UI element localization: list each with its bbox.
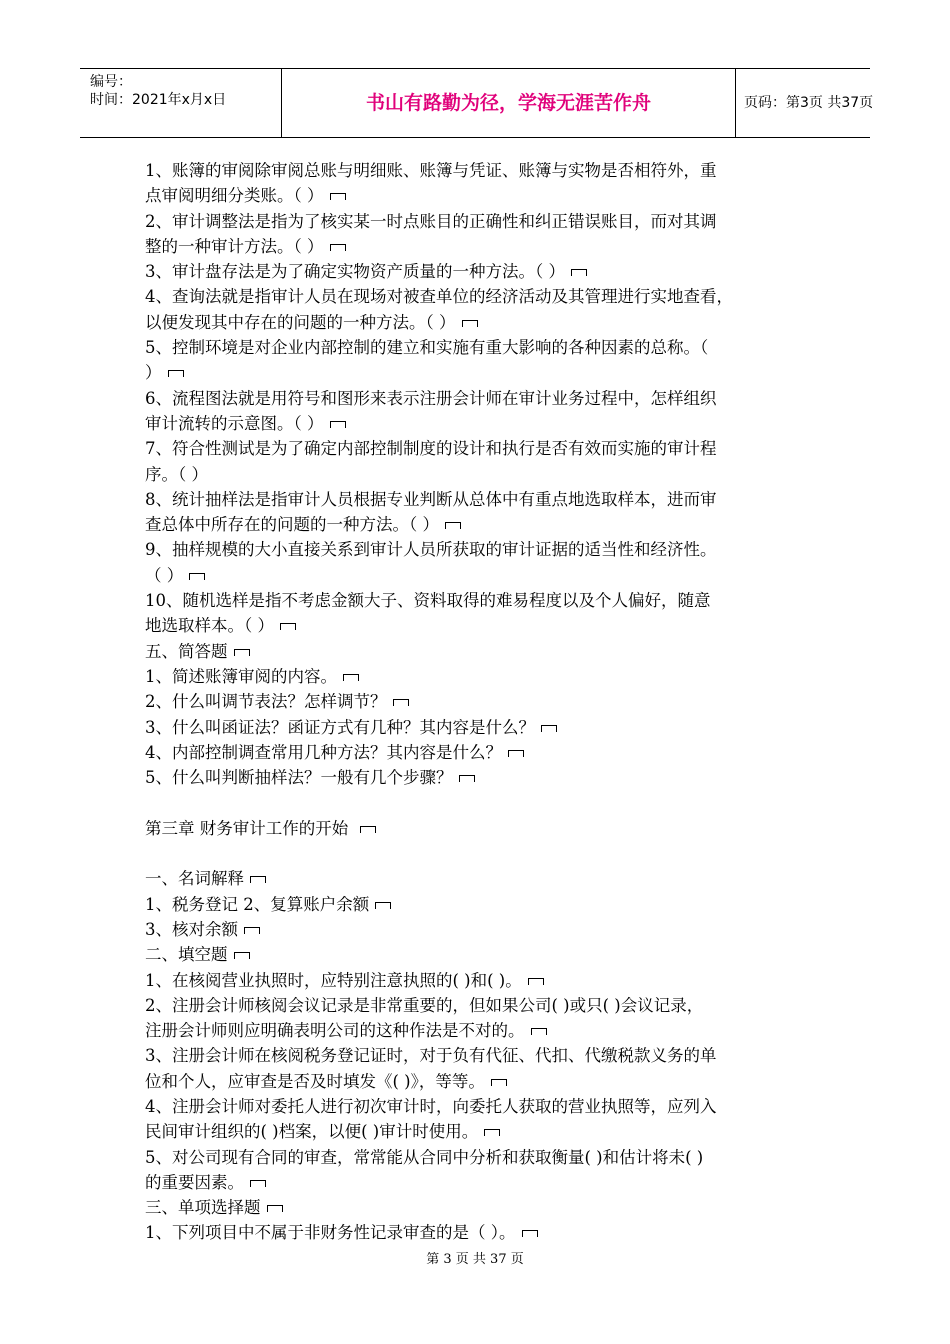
text-line bbox=[145, 1094, 810, 1119]
text-line bbox=[145, 740, 810, 765]
text-line bbox=[145, 1043, 810, 1068]
line-text: 3、注册会计师在核阅税务登记证时，对于负有代征、代扣、代缴税款义务的单 bbox=[145, 1046, 717, 1066]
paragraph-mark-icon bbox=[528, 978, 544, 985]
line-text: 三、单项选择题 bbox=[145, 1198, 261, 1218]
line-text: 一、名词解释 bbox=[145, 869, 244, 889]
line-text: 五、简答题 bbox=[145, 641, 228, 661]
text-line bbox=[145, 183, 810, 208]
paragraph-mark-icon bbox=[360, 826, 376, 833]
paragraph-mark-icon bbox=[459, 775, 475, 782]
text-line bbox=[145, 158, 810, 183]
line-text: 10、随机选样是指不考虑金额大子、资料取得的难易程度以及个人偏好，随意 bbox=[145, 591, 711, 611]
paragraph-mark-icon bbox=[280, 623, 296, 630]
paragraph-mark-icon bbox=[491, 1079, 507, 1086]
line-text: 整的一种审计方法。（ ） bbox=[145, 236, 324, 256]
text-line bbox=[145, 487, 810, 512]
document-body bbox=[145, 158, 810, 1246]
text-line bbox=[145, 765, 810, 790]
line-text: 2、审计调整法是指为了核实某一时点账目的正确性和纠正错误账目，而对其调 bbox=[145, 211, 717, 231]
paragraph-mark-icon bbox=[189, 573, 205, 580]
text-line bbox=[145, 360, 810, 385]
line-text: 9、抽样规模的大小直接关系到审计人员所获取的审计证据的适当性和经济性。 bbox=[145, 540, 717, 560]
line-text: 1、在核阅营业执照时，应特别注意执照的( )和( )。 bbox=[145, 970, 522, 990]
text-line bbox=[145, 436, 810, 461]
line-text: 的重要因素。 bbox=[145, 1172, 244, 1192]
line-text: 以便发现其中存在的问题的一种方法。（ ） bbox=[145, 312, 456, 332]
line-text: 8、统计抽样法是指审计人员根据专业判断从总体中有重点地选取样本，进而审 bbox=[145, 489, 717, 509]
paragraph-mark-icon bbox=[462, 320, 478, 327]
text-line bbox=[145, 411, 810, 436]
text-line bbox=[145, 841, 810, 866]
line-text: 1、简述账簿审阅的内容。 bbox=[145, 666, 337, 686]
line-text: 7、符合性测试是为了确定内部控制制度的设计和执行是否有效而实施的审计程 bbox=[145, 439, 717, 459]
text-line bbox=[145, 1018, 810, 1043]
paragraph-mark-icon bbox=[445, 522, 461, 529]
page-header bbox=[80, 68, 874, 138]
text-line bbox=[145, 563, 810, 588]
text-line bbox=[145, 1195, 810, 1220]
line-text: 2、什么叫调节表法？怎样调节？ bbox=[145, 692, 387, 712]
line-text: 1、账簿的审阅除审阅总账与明细账、账簿与凭证、账簿与实物是否相符外，重 bbox=[145, 161, 717, 180]
line-text: 注册会计师则应明确表明公司的这种作法是不对的。 bbox=[145, 1021, 525, 1041]
text-line bbox=[145, 917, 810, 942]
paragraph-mark-icon bbox=[343, 674, 359, 681]
document-number: 编号： bbox=[90, 74, 132, 90]
text-line bbox=[145, 259, 810, 284]
header-motto: 书山有路勤为径，学海无涯苦作舟 bbox=[365, 92, 651, 114]
line-text: 查总体中所存在的问题的一种方法。（ ） bbox=[145, 515, 439, 535]
line-text: 地选取样本。（ ） bbox=[145, 616, 274, 636]
paragraph-mark-icon bbox=[484, 1129, 500, 1136]
text-line bbox=[145, 1170, 810, 1195]
text-line bbox=[145, 816, 810, 841]
header-motto-cell bbox=[282, 69, 736, 137]
line-text: 序。（ ） bbox=[145, 464, 208, 484]
text-line bbox=[145, 310, 810, 335]
header-page-cell bbox=[736, 69, 874, 137]
text-line bbox=[145, 335, 810, 360]
line-text: 位和个人，应审查是否及时填发《( )》，等等。 bbox=[145, 1071, 485, 1091]
line-text: 3、审计盘存法是为了确定实物资产质量的一种方法。（ ） bbox=[145, 262, 565, 282]
text-line bbox=[145, 386, 810, 411]
line-text: 5、对公司现有合同的审查，常常能从合同中分析和获取衡量( )和估计将未( ) bbox=[145, 1147, 704, 1167]
paragraph-mark-icon bbox=[330, 421, 346, 428]
text-line bbox=[145, 1119, 810, 1144]
line-text: （ ） bbox=[145, 565, 184, 585]
document-date: 时间：2021年x月x日 bbox=[90, 92, 227, 108]
paragraph-mark-icon bbox=[330, 244, 346, 251]
line-text: 3、核对余额 bbox=[145, 919, 238, 939]
header-meta bbox=[80, 69, 282, 137]
text-line bbox=[145, 588, 810, 613]
page-footer: 第 3 页 共 37 页 bbox=[426, 1252, 524, 1267]
paragraph-mark-icon bbox=[522, 1230, 538, 1237]
text-line bbox=[145, 234, 810, 259]
line-text: 2、注册会计师核阅会议记录是非常重要的，但如果公司( )或只( )会议记录， bbox=[145, 995, 704, 1015]
line-text: 4、查询法就是指审计人员在现场对被查单位的经济活动及其管理进行实地查看， bbox=[145, 287, 733, 307]
text-line bbox=[145, 1220, 810, 1245]
text-line bbox=[145, 892, 810, 917]
text-line bbox=[145, 715, 810, 740]
line-text: 二、填空题 bbox=[145, 945, 228, 965]
paragraph-mark-icon bbox=[244, 927, 260, 934]
text-line bbox=[145, 942, 810, 967]
paragraph-mark-icon bbox=[250, 876, 266, 883]
text-line bbox=[145, 462, 810, 487]
text-line bbox=[145, 512, 810, 537]
text-line bbox=[145, 284, 810, 309]
text-line bbox=[145, 209, 810, 234]
paragraph-mark-icon bbox=[571, 269, 587, 276]
line-text: 4、内部控制调查常用几种方法？其内容是什么？ bbox=[145, 742, 502, 762]
text-line bbox=[145, 664, 810, 689]
text-line bbox=[145, 1069, 810, 1094]
paragraph-mark-icon bbox=[234, 952, 250, 959]
line-text: 4、注册会计师对委托人进行初次审计时，向委托人获取的营业执照等，应列入 bbox=[145, 1096, 717, 1116]
line-text: 5、什么叫判断抽样法？一般有几个步骤？ bbox=[145, 768, 453, 788]
line-text: 审计流转的示意图。（ ） bbox=[145, 413, 324, 433]
line-text: 民间审计组织的( )档案，以便( )审计时使用。 bbox=[145, 1122, 479, 1142]
line-text: 5、控制环境是对企业内部控制的建立和实施有重大影响的各种因素的总称。（ bbox=[145, 338, 709, 358]
line-text: 点审阅明细分类账。（ ） bbox=[145, 186, 324, 206]
paragraph-mark-icon bbox=[531, 1028, 547, 1035]
text-line bbox=[145, 613, 810, 638]
text-line bbox=[145, 639, 810, 664]
paragraph-mark-icon bbox=[541, 725, 557, 732]
text-line bbox=[145, 866, 810, 891]
line-text: ） bbox=[145, 363, 162, 383]
line-text: 1、税务登记 2、复算账户余额 bbox=[145, 894, 370, 914]
line-text: 3、什么叫函证法？函证方式有几种？其内容是什么？ bbox=[145, 717, 535, 737]
paragraph-mark-icon bbox=[267, 1205, 283, 1212]
text-line bbox=[145, 993, 810, 1018]
text-line bbox=[145, 968, 810, 993]
text-line bbox=[145, 537, 810, 562]
text-line bbox=[145, 689, 810, 714]
paragraph-mark-icon bbox=[375, 902, 391, 909]
line-text: 6、流程图法就是用符号和图形来表示注册会计师在审计业务过程中，怎样组织 bbox=[145, 388, 717, 408]
paragraph-mark-icon bbox=[393, 699, 409, 706]
text-line bbox=[145, 1145, 810, 1170]
paragraph-mark-icon bbox=[250, 1180, 266, 1187]
header-page-code: 页码：第3页 共37页 bbox=[744, 95, 874, 111]
line-text: 1、下列项目中不属于非财务性记录审查的是（ ）。 bbox=[145, 1223, 516, 1243]
paragraph-mark-icon bbox=[168, 370, 184, 377]
text-line bbox=[145, 790, 810, 815]
paragraph-mark-icon bbox=[330, 193, 346, 200]
paragraph-mark-icon bbox=[234, 649, 250, 656]
line-text: 第三章 财务审计工作的开始 bbox=[145, 818, 354, 838]
paragraph-mark-icon bbox=[508, 750, 524, 757]
